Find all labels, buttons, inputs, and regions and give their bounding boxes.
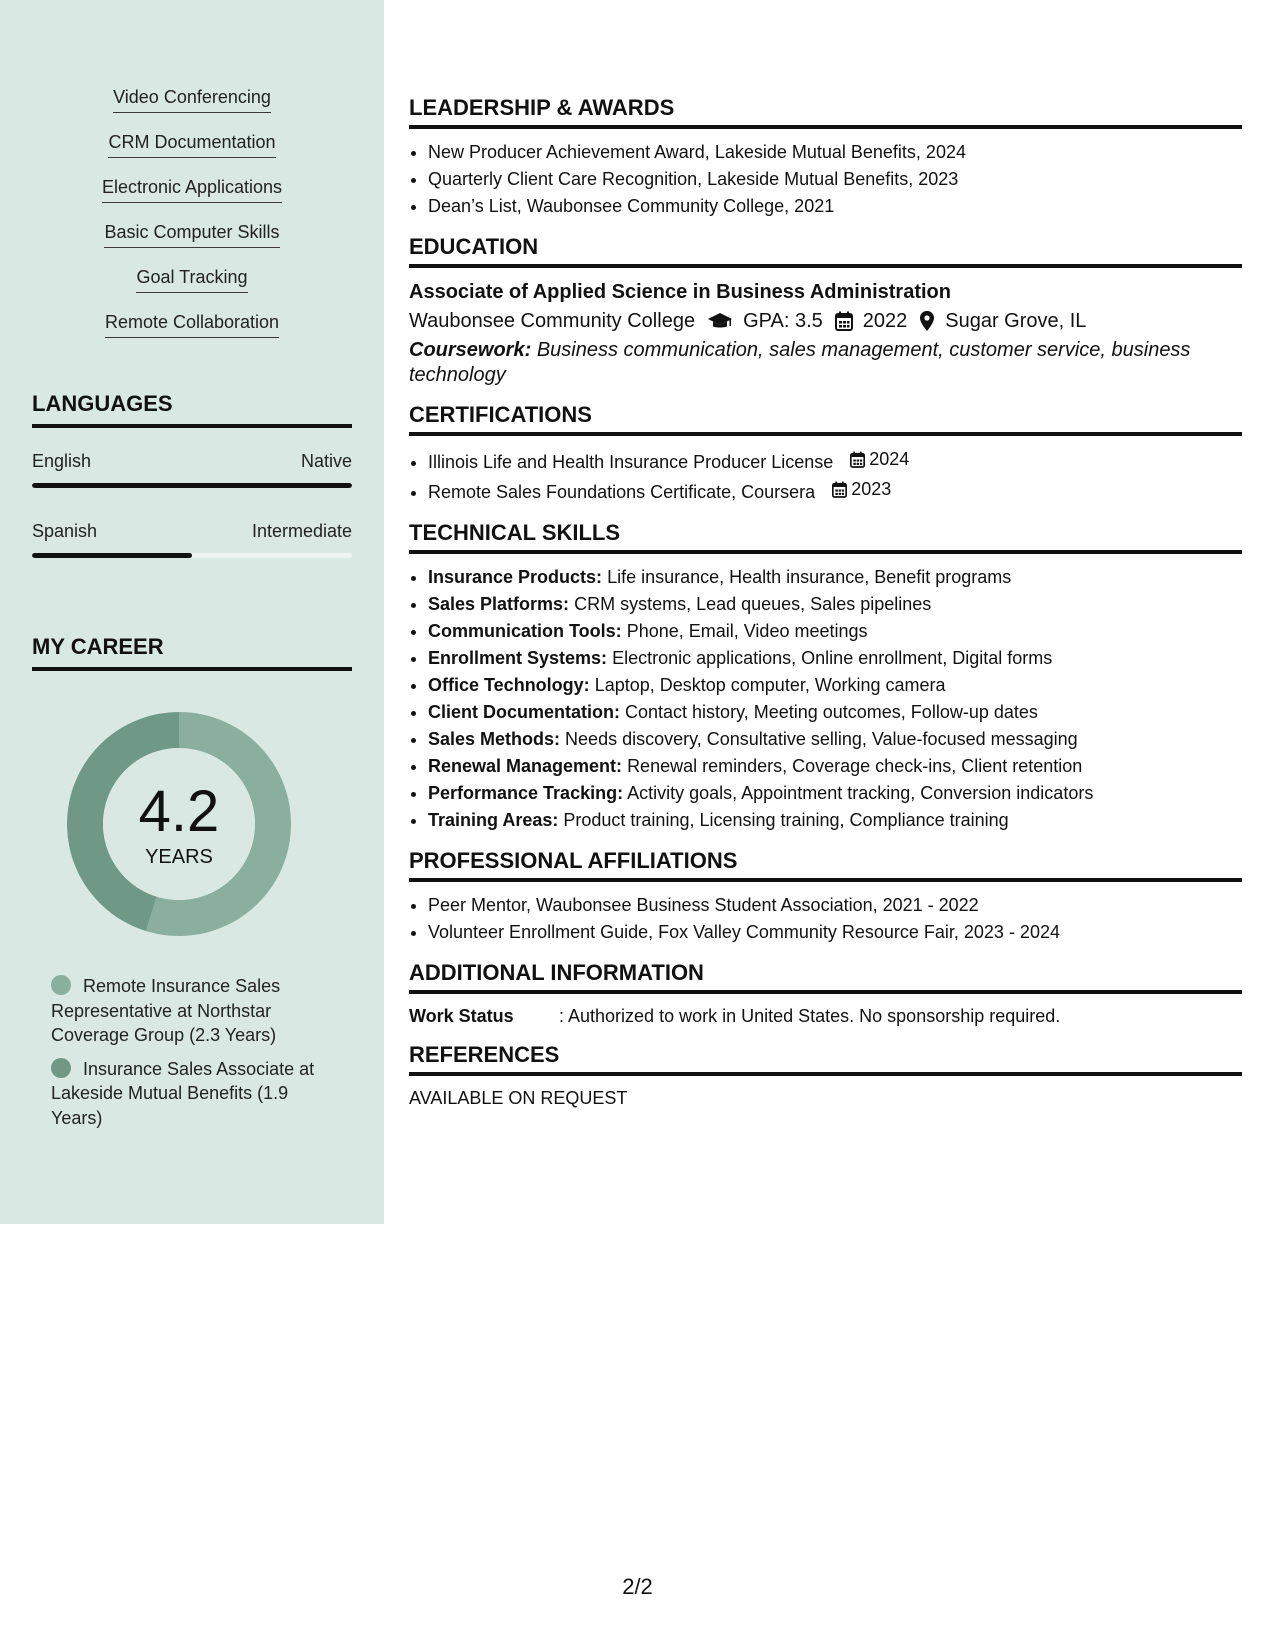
skill-row [428, 672, 1242, 699]
career-legend-item [51, 974, 341, 1048]
section-title: TECHNICAL SKILLS [409, 520, 1242, 554]
skill-values: Phone, Email, Video meetings [626, 621, 868, 641]
career-total-value: 4.2 [138, 779, 220, 844]
list-item: • New Producer Achievement Award, Lakeside Mutual Benefits, 2024 [428, 139, 1242, 166]
graduation-year: 2022 [862, 310, 908, 332]
skill-row [428, 564, 1242, 591]
certification-name: Illinois Life and Health Insurance Producer License [428, 452, 834, 472]
technical-skills-section [409, 520, 1242, 834]
section-title: EDUCATION [409, 234, 1242, 268]
skill-label: Electronic Applications [102, 176, 282, 203]
coursework-label: Coursework: [409, 339, 532, 361]
skill-label: Basic Computer Skills [104, 221, 279, 248]
list-item: • Peer Mentor, Waubonsee Business Student Association, 2021 - 2022 [428, 892, 1242, 919]
skill-category: Office Technology: [428, 675, 590, 695]
certification-year: 2023 [851, 479, 892, 499]
skill-row [428, 807, 1242, 834]
list-item: • Dean’s List, Waubonsee Community College, 2021 [428, 193, 1242, 220]
skill-category: Enrollment Systems: [428, 648, 608, 668]
additional-info-section [409, 960, 1242, 1028]
skill-item [32, 221, 352, 266]
language-proficiency-fill [32, 483, 352, 488]
certifications-section [409, 402, 1242, 506]
education-section [409, 234, 1242, 388]
education-meta [409, 306, 1242, 336]
school-name: Waubonsee Community College [409, 310, 696, 332]
section-title: LEADERSHIP & AWARDS [409, 95, 1242, 129]
certification-item [428, 446, 1242, 476]
work-status-value: : Authorized to work in United States. No sponsorship required. [559, 1006, 1061, 1026]
language-level: Intermediate [251, 521, 352, 541]
career-total-unit: YEARS [145, 846, 213, 868]
coursework [409, 338, 1242, 388]
references-text: AVAILABLE ON REQUEST [409, 1088, 628, 1108]
skill-values: Laptop, Desktop computer, Working camera [594, 675, 946, 695]
language-spanish [32, 520, 352, 558]
skill-values: CRM systems, Lead queues, Sales pipelines [574, 594, 932, 614]
skill-values: Electronic applications, Online enrollment, Digital forms [612, 648, 1053, 668]
degree-title: Associate of Applied Science in Business Administration [409, 281, 951, 303]
skill-values: Needs discovery, Consultative selling, Value-focused messaging [565, 729, 1078, 749]
legend-dot-icon [51, 1058, 71, 1078]
skill-values: Activity goals, Appointment tracking, Conversion indicators [627, 783, 1094, 803]
skill-list [32, 86, 352, 356]
skill-values: Renewal reminders, Coverage check-ins, Client retention [627, 756, 1083, 776]
skill-label: CRM Documentation [108, 131, 275, 158]
skill-category: Training Areas: [428, 810, 559, 830]
list-item: • Volunteer Enrollment Guide, Fox Valley Community Resource Fair, 2023 - 2024 [428, 919, 1242, 946]
language-level: Native [300, 451, 352, 471]
skill-row [428, 591, 1242, 618]
coursework-text: Business communication, sales management, customer service, business technology [409, 339, 1191, 386]
graduation-cap-icon [707, 311, 733, 331]
career-donut-chart [67, 712, 291, 936]
leadership-section [409, 95, 1242, 220]
language-proficiency-bar [32, 553, 352, 558]
certification-name: Remote Sales Foundations Certificate, Coursera [428, 482, 816, 502]
certification-item [428, 476, 1242, 506]
language-name: Spanish [32, 521, 98, 541]
language-proficiency-fill [32, 553, 192, 558]
career-legend [51, 974, 341, 1139]
work-status-row [409, 1004, 1242, 1028]
legend-dot-icon [51, 975, 71, 995]
skill-label: Remote Collaboration [105, 311, 279, 338]
work-status-label: Work Status [409, 1006, 514, 1026]
school-location: Sugar Grove, IL [945, 310, 1087, 332]
skill-values: Life insurance, Health insurance, Benefit programs [607, 567, 1012, 587]
section-title: REFERENCES [409, 1042, 1242, 1076]
calendar-icon [832, 481, 847, 498]
career-heading: MY CAREER [32, 634, 352, 671]
skill-category: Sales Platforms: [428, 594, 570, 614]
section-title: ADDITIONAL INFORMATION [409, 960, 1242, 994]
skill-values: Contact history, Meeting outcomes, Follow-up dates [625, 702, 1038, 722]
skill-row [428, 753, 1242, 780]
section-title: PROFESSIONAL AFFILIATIONS [409, 848, 1242, 882]
career-legend-item [51, 1057, 341, 1131]
sidebar [0, 0, 384, 1224]
skill-category: Performance Tracking: [428, 783, 624, 803]
skill-row [428, 645, 1242, 672]
skill-row [428, 780, 1242, 807]
skill-category: Sales Methods: [428, 729, 561, 749]
list-item: • Quarterly Client Care Recognition, Lakeside Mutual Benefits, 2023 [428, 166, 1242, 193]
skill-category: Communication Tools: [428, 621, 622, 641]
languages-heading: LANGUAGES [32, 391, 352, 428]
skill-item [32, 311, 352, 356]
skill-category: Client Documentation: [428, 702, 620, 722]
location-pin-icon [919, 310, 935, 332]
skill-values: Product training, Licensing training, Compliance training [563, 810, 1009, 830]
skill-row [428, 699, 1242, 726]
language-proficiency-bar [32, 483, 352, 488]
skill-item [32, 266, 352, 311]
language-english [32, 450, 352, 488]
skill-row [428, 726, 1242, 753]
page-number: 2/2 [622, 1574, 653, 1599]
skill-row [428, 618, 1242, 645]
skill-label: Video Conferencing [113, 86, 271, 113]
skill-item [32, 176, 352, 221]
language-name: English [32, 451, 92, 471]
skill-label: Goal Tracking [136, 266, 247, 293]
calendar-icon [850, 451, 865, 468]
references-section [409, 1042, 1242, 1110]
skill-category: Insurance Products: [428, 567, 603, 587]
skill-item [32, 131, 352, 176]
calendar-icon [835, 311, 853, 331]
skill-item [32, 86, 352, 131]
gpa: GPA: 3.5 [743, 310, 823, 332]
certification-year: 2024 [869, 449, 910, 469]
main-content [409, 95, 1242, 1124]
skill-category: Renewal Management: [428, 756, 623, 776]
career-legend-label: Insurance Sales Associate at Lakeside Mutual Benefits (1.9 Years) [51, 1058, 315, 1128]
career-legend-label: Remote Insurance Sales Representative at Northstar Coverage Group (2.3 Years) [51, 976, 281, 1045]
affiliations-section [409, 848, 1242, 946]
section-title: CERTIFICATIONS [409, 402, 1242, 436]
